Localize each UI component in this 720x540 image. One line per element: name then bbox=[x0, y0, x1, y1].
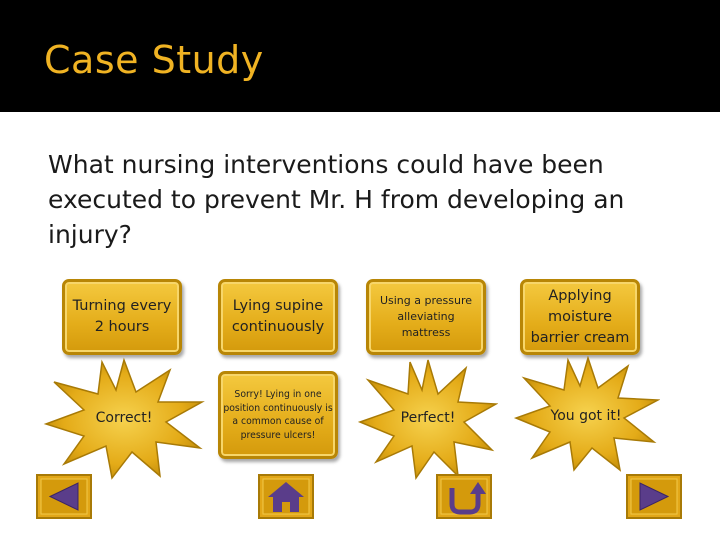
forward-arrow-icon bbox=[626, 474, 682, 519]
return-arrow-icon bbox=[436, 474, 492, 519]
question-text: What nursing interventions could have been executed to prevent Mr. H from developing an injury? bbox=[48, 150, 625, 249]
option-barrier-cream-button[interactable]: Applying moisture barrier cream bbox=[520, 279, 640, 355]
slide-title: Case Study bbox=[44, 38, 264, 82]
title-bar bbox=[0, 0, 720, 112]
home-button[interactable] bbox=[258, 474, 314, 519]
option-turning-button[interactable]: Turning every 2 hours bbox=[62, 279, 182, 355]
option-mattress-button[interactable]: Using a pressure alleviating mattress bbox=[366, 279, 486, 355]
feedback-you-got-it: You got it! bbox=[550, 407, 622, 424]
return-button[interactable] bbox=[436, 474, 492, 519]
home-icon bbox=[258, 474, 314, 519]
feedback-perfect: Perfect! bbox=[400, 410, 456, 426]
you-got-it-burst bbox=[512, 356, 660, 472]
feedback-correct: Correct! bbox=[95, 410, 153, 426]
forward-button[interactable] bbox=[626, 474, 682, 519]
back-button[interactable] bbox=[36, 474, 92, 519]
option-supine-button[interactable]: Lying supine continuously bbox=[218, 279, 338, 355]
back-arrow-icon bbox=[36, 474, 92, 519]
feedback-sorry-box: Sorry! Lying in one position continuously is a common cause of pressure ulcers! bbox=[218, 371, 338, 459]
correct-burst bbox=[42, 356, 206, 480]
perfect-burst bbox=[358, 356, 498, 480]
